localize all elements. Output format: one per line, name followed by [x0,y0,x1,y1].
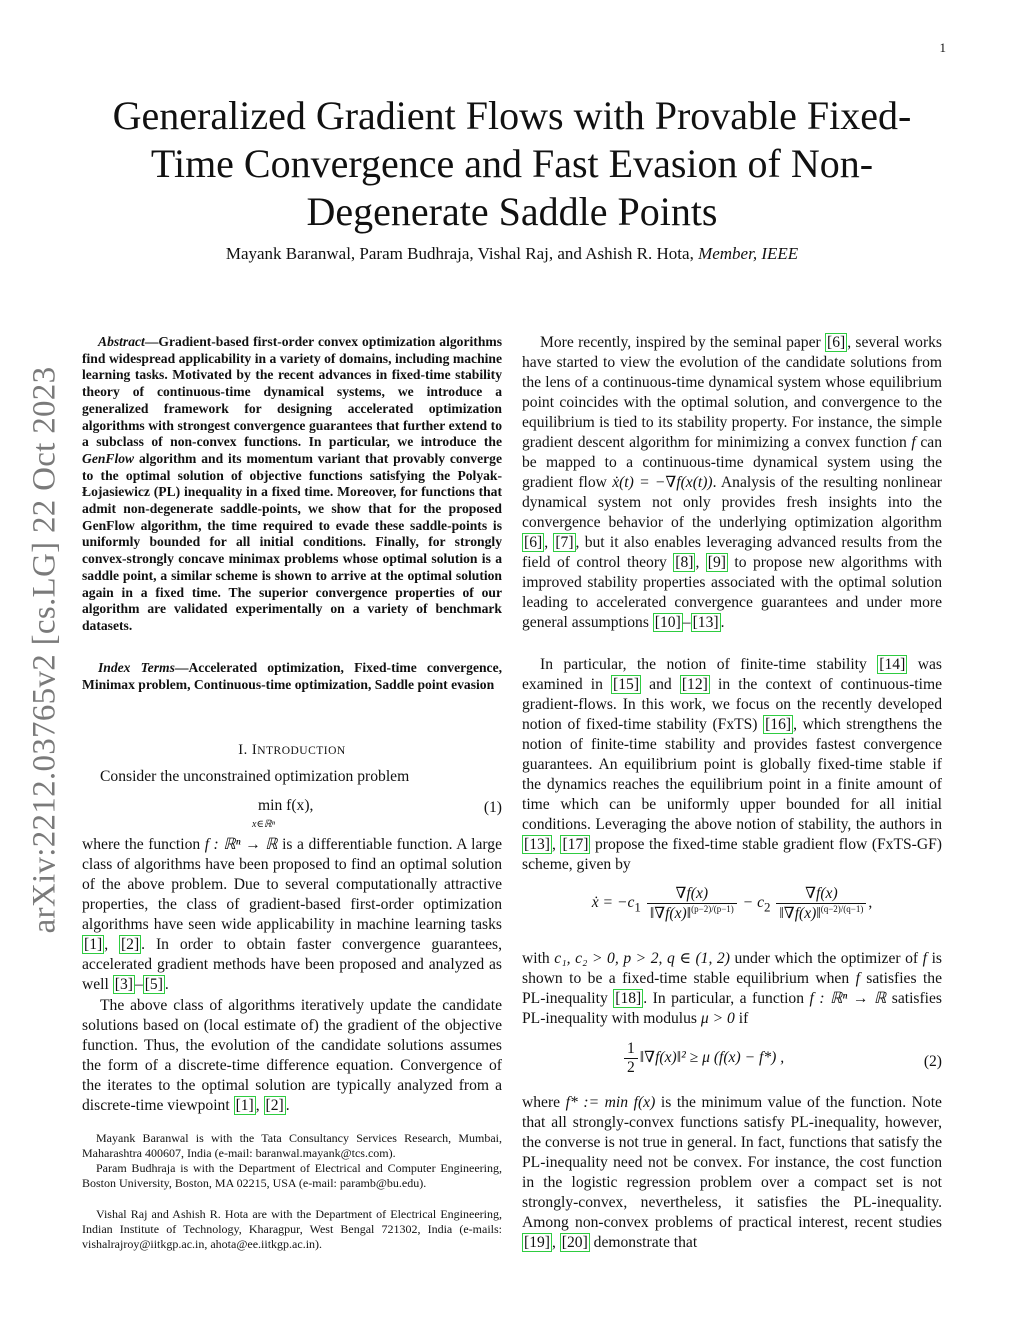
text-run: The above class of algorithms iteratively update the candidate solutions based on (local estimate of) the gradient of the objective function. Thus, the evolution of the candidate solutions assumes the form of a discrete-time difference equation. Convergence of the iterates to the optimal solution are typically analyzed from a discrete-time viewpoint [82,997,502,1114]
section-rest: NTRODUCTION [257,745,346,757]
footnote-1: Mayank Baranwal is with the Tata Consultancy Services Research, Mumbai, Maharashtra 400607, India (e-mail: baranwal.mayank@tcs.com). [82,1131,502,1160]
math-inline: c₁, c₂ > 0, p > 2, q ∈ (1, 2) [554,950,730,967]
math-inline: f [911,434,916,451]
abstract-genflow: GenFlow [82,450,135,466]
math-inline: f [855,970,860,987]
right-paragraph-2: In particular, the notion of finite-time stability [14] was examined in [15] and [12] in the context of continuous-time gradient-flows. In this work, we focus on the recently developed notion of fixed-time stability (FxTS) [16] , which strengthens the notion of finite-time stability and provides fastest convergence guarantees. An equilibrium point is globally fixed-time stable if the dynamics reaches the equilibrium point in a finite amount of time which can be uniformly upper bounded for all initial conditions. Leveraging the above notion of stability, the authors in [13] , [17] propose the fixed-time stable gradient flow (FxTS-GF) scheme, given by [522,656,943,873]
eq-fxts-mid: − c [742,894,765,912]
citation-link[interactable]: [15] [613,676,640,693]
text-run: demonstrate that [589,1234,698,1251]
eq-fxts-exp-2: (q−2)/(q−1) [820,904,864,914]
eq2-half-num: 1 [624,1040,638,1059]
text-run: to propose new algorithms with improved stability properties associated with the optimal solution leading to accelerated convergence guarantees and under more general assumptions [522,554,943,631]
section-heading [82,742,502,759]
equation-1 [82,797,502,837]
text-run: is a differentiable function. A large class of algorithms have been proposed to find an optimal solution of the above problem. Due to several computationally attractive properties, the class of gradient-based first-order optimization algorithms have seen wide applicability in machine learning tasks [82,836,503,933]
citation-link[interactable]: [3] [114,976,133,993]
text-run: satisfies PL-inequality with modulus [522,990,942,1027]
eq-fxts-sub2: 2 [764,899,771,915]
eq-fxts-num-2: ∇f(x) [805,885,838,902]
intro-paragraph-1: Consider the unconstrained optimization problem [100,768,410,785]
citation-link[interactable]: [9] [707,554,726,571]
citation-link[interactable]: [12] [681,676,708,693]
citation-link[interactable]: [16] [765,716,792,733]
abstract [82,334,502,635]
equation-2 [522,1040,942,1086]
math-inline: ẋ(t) = −∇f(x(t)) [612,474,713,491]
text-run: , several works have started to view the evolution of the candidate solutions from the lens of a continuous-time dynamical system whose equilibrium point coincides with the optimal solution, and convergence to the equilibrium is tied to its stability property. For instance, the simple gradient descent algorithm for minimizing a convex function [522,334,942,451]
citation-link[interactable]: [2] [120,936,140,953]
citation-link[interactable]: [18] [615,990,642,1007]
paper-title: Generalized Gradient Flows with Provable Fixed-Time Convergence and Fast Evasion of Non-Degenerate Saddle Points [112,93,912,234]
text-run: . In particular, a function [643,990,810,1007]
text-run: , but it also enables leveraging advanced results from the field of control theory [522,534,943,571]
text-run: More recently, inspired by the seminal paper [540,334,826,351]
eq-fxts-num-1: ∇f(x) [675,885,709,902]
footnote-3: Vishal Raj and Ashish R. Hota are with the Department of Electrical Engineering, Indian Institute of Technology, Kharagpur, West Bengal 721302, India (e-mails: vishalrajroy@iitkgp.ac.in, ahota@ee.iitkgp.ac.in). [82,1207,502,1251]
author-line [100,244,924,264]
index-terms [82,660,502,693]
eq-fxts-den-2: ‖∇f(x)‖ [779,905,821,923]
eq-fxts-frac-2 [776,884,866,923]
citation-link[interactable]: [19] [524,1234,550,1251]
text-run: . In order to obtain faster convergence guarantees, accelerated gradient methods have been proposed and analyzed as well [82,936,502,993]
equation-fxts [522,884,942,940]
eq-fxts-exp-1: (p−2)/(p−1) [691,904,734,914]
equation-1-number: (1) [483,799,502,816]
abstract-text: —Gradient-based first-order convex optimization algorithms find widespread applicability in a variety of domains, including machine learning tasks. Motivated by the recent advances in fixed-time stability theory of continuous-time dynamical systems, we introduce a generalized framework for designing accelerated optimization algorithms with strongest convergence guarantees that further extend to a subclass of non-convex functions. In particular, we introduce the [82,334,502,450]
right-paragraph-1: More recently, inspired by the seminal paper [6] , several works have started to view the evolution of the candidate solutions from the lens of a continuous-time dynamical system whose equilibrium point coincides with the optimal solution, and convergence to the equilibrium is tied to its stability property. For instance, the simple gradient descent algorithm for minimizing a convex function f can be mapped to a continuous-time dynamical system using the gradient flow ẋ(t) = −∇f(x(t)). Analysis of the resulting nonlinear dynamical system not only provides fresh insights into the convergence behavior of the underlying optimization algorithm [6] , [7] , but it also enables leveraging advanced results from the field of control theory [8] , [9] to propose new algorithms with improved stability properties associated with the optimal solution leading to accelerated convergence guarantees and under more general assumptions [10] – [13] . [522,334,943,631]
math-inline: f : ℝⁿ → ℝ [809,990,887,1007]
citation-link[interactable]: [2] [265,1097,284,1114]
eq-fxts-end: , [868,894,873,912]
text-run: where the function [82,836,205,853]
arxiv-stamp [20,360,70,940]
citation-link[interactable]: [8] [675,554,694,571]
citation-link[interactable]: [13] [692,614,719,631]
citation-link[interactable]: [7] [555,534,574,551]
text-run: is the minimum value of the function. Note that all strongly-convex functions satisfy PL-inequality, however, the converse is not true in general. In fact, functions that satisfy the PL-inequality need not be convex. For instance, the cost function in the logistic regression problem over a compact set is not strongly-convex, nevertheless, it satisfies the PL-inequality. Among non-convex problems of practical interest, recent studies [522,1094,942,1231]
citation-link[interactable]: [13] [524,836,550,853]
text-run: can be mapped to a continuous-time dynamical system using the gradient flow [522,434,943,491]
equation-1-expression: min f(x), [258,797,314,814]
index-terms-text: —Accelerated optimization, Fixed-time convergence, Minimax problem, Continuous-time optimization, Saddle point evasion [82,660,503,692]
abstract-lead: Abstract [98,334,145,349]
text-run: if [734,1010,749,1027]
text-run: under which the optimizer of [729,950,923,967]
text-run: . Analysis of the resulting nonlinear dynamical system not only provides fresh insights into the convergence behavior of the underlying optimization algorithm [522,474,942,531]
citation-link[interactable]: [17] [562,836,589,853]
authors-member: Member, IEEE [698,244,799,263]
math-inline: μ > 0 [700,1010,735,1027]
eq2-half [624,1040,638,1077]
eq-fxts-frac-1 [647,884,737,923]
text-run: In particular, the notion of finite-time stability [540,656,878,673]
citation-link[interactable]: [14] [879,656,906,673]
index-terms-lead: Index Terms [98,660,175,675]
text-run: is shown to be a fixed-time stable equilibrium when [522,950,942,987]
section-numeral: I. [238,742,252,758]
eq2-half-den: 2 [627,1059,635,1076]
text-run: where [522,1094,566,1111]
citation-link[interactable]: [6] [524,534,543,551]
citation-link[interactable]: [1] [235,1097,254,1114]
text-run: in the context of continuous-time gradient-flows. In this work, we focus on the recently developed notion of fixed-time stability (FxTS) [522,676,943,733]
arxiv-stamp-text: arXiv:2212.03765v2 [cs.LG] 22 Oct 2023 [26,366,63,934]
right-paragraph-3 [522,949,942,1029]
eq-fxts-sub1: 1 [634,899,641,915]
equation-2-number: (2) [923,1053,942,1070]
citation-link[interactable]: [6] [827,334,846,351]
abstract-text-2: algorithm and its momentum variant that provably converge to the optimal solution of objective functions satisfying the Polyak-Łojasiewicz (PL) inequality in a fixed time. Moreover, for functions that admit non-degenerate saddle-points, we show that for the proposed GenFlow algorithm, the time required to evade these saddle-points is uniformly bounded for all initial conditions. Finally, for strongly convex-strongly concave minimax problems whose optimal solution is a saddle point, a similar scheme is shown to arrive at the optimal solution again in a fixed time. The superior convergence properties of our algorithm are validated experimentally on a variety of benchmark datasets. [82,450,502,633]
equation-1-limit: x∈ℝⁿ [252,819,275,830]
text-run: and [641,676,680,693]
citation-link[interactable]: [10] [654,614,681,631]
intro-paragraph-3: The above class of algorithms iteratively update the candidate solutions based on (local estimate of) the gradient of the objective function. Thus, the evolution of the candidate solutions assumes the form of a discrete-time difference equation. Convergence of the iterates to the optimal solution are typically analyzed from a discrete-time viewpoint [1] , [2] . [82,997,502,1114]
eq-fxts-lhs: ẋ = −c [591,894,635,912]
math-inline: f* := min f(x) [565,1094,656,1111]
eq2-body: ‖∇f(x)‖² ≥ μ (f(x) − f*) , [639,1049,785,1067]
page-number: 1 [939,40,946,55]
text-run: propose the fixed-time stable gradient flow (FxTS-GF) scheme, given by [522,836,942,873]
math-inline: f : ℝⁿ → ℝ [204,836,278,853]
text-run: , which strengthens the notion of finite-time stability and provides fastest convergence guarantees. An equilibrium point is globally fixed-time stable if the dynamics reaches the equilibrium point in a finite amount of time which can be uniformly upper bounded for all initial conditions. Leveraging the above notion of stability, the authors in [522,716,942,833]
section-first-letter: I [251,742,258,758]
intro-paragraph-2: where the function f : ℝⁿ → ℝ is a differentiable function. A large class of algorithms have been proposed to find an optimal solution of the above problem. Due to several computationally attractive properties, the class of gradient-based first-order optimization algorithms have seen wide applicability in machine learning tasks [1] , [2] . In order to obtain faster convergence guarantees, accelerated gradient methods have been proposed and analyzed as well [3] – [5] . [82,836,503,993]
citation-link[interactable]: [5] [144,976,163,993]
citation-link[interactable]: [20] [561,1234,588,1251]
text-run: satisfies the PL-inequality [522,970,942,1007]
math-inline: f [922,950,928,967]
eq-fxts-den-1: ‖∇f(x)‖ [649,905,692,923]
citation-link[interactable]: [1] [84,936,103,953]
footnote-2: Param Budhraja is with the Department of Electrical and Computer Engineering, Boston University, Boston, MA 02215, USA (e-mail: paramb@bu.edu). [82,1161,502,1190]
right-paragraph-4: where f* := min f(x) is the minimum value of the function. Note that all strongly-convex functions satisfy PL-inequality, however, the converse is not true in general. In fact, functions that satisfy the PL-inequality need not be convex. For instance, the cost function in the logistic regression problem over a compact set is not strongly-convex, nevertheless, it satisfies the PL-inequality. Among non-convex problems of practical interest, recent studies [19] , [20] demonstrate that [522,1094,942,1251]
authors-names: Mayank Baranwal, Param Budhraja, Vishal Raj, and Ashish R. Hota, [225,244,694,263]
text-run: with [522,950,555,967]
text-run: was examined in [522,656,942,693]
